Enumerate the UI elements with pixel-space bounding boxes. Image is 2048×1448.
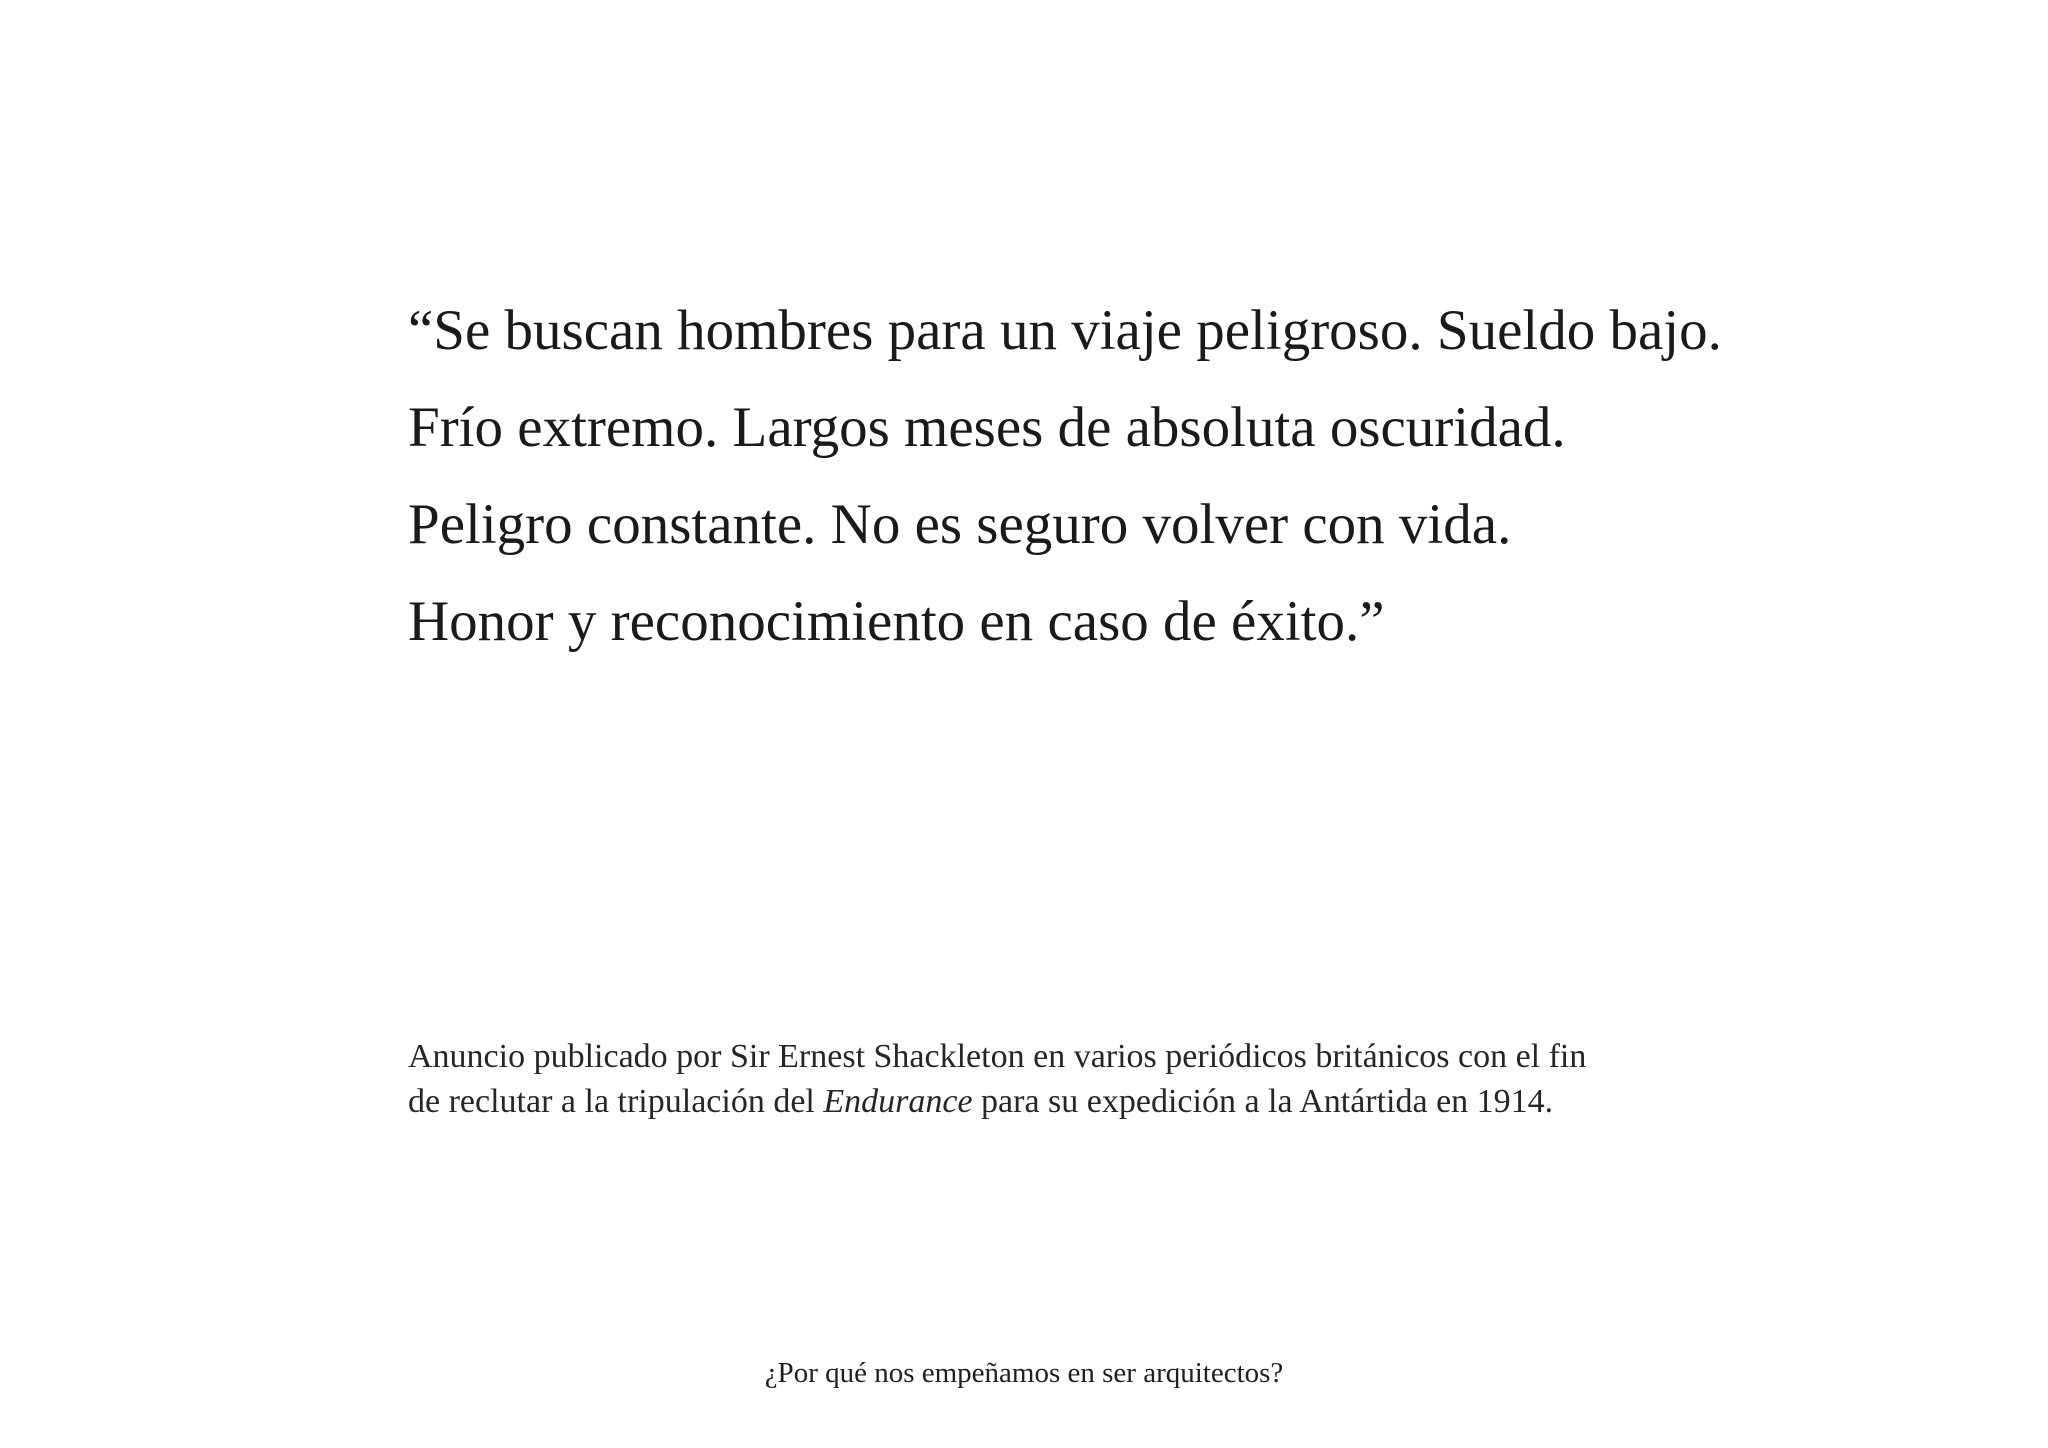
shackleton-quote: [408, 282, 1808, 670]
caption-line-1: Anuncio publicado por Sir Ernest Shackleton en varios periódicos británicos con el fin: [408, 1038, 1587, 1075]
caption-line-2-end: para su expedición a la Antártida en 1914.: [972, 1083, 1554, 1120]
caption-line-2: [408, 1079, 1728, 1124]
quote-line-2: Frío extremo. Largos meses de absoluta oscuridad.: [408, 396, 1566, 459]
quote-line-3: Peligro constante. No es seguro volver con vida.: [408, 493, 1512, 556]
quote-caption: [408, 1034, 1728, 1124]
caption-line-2-start: de reclutar a la tripulación del: [408, 1083, 824, 1120]
quote-line-4: Honor y reconocimiento en caso de éxito.”: [408, 590, 1385, 653]
quote-line-1: “Se buscan hombres para un viaje peligroso. Sueldo bajo.: [408, 299, 1722, 362]
page-footer-question: ¿Por qué nos empeñamos en ser arquitectos?: [764, 1357, 1284, 1389]
ship-name-italic: Endurance: [823, 1083, 973, 1120]
